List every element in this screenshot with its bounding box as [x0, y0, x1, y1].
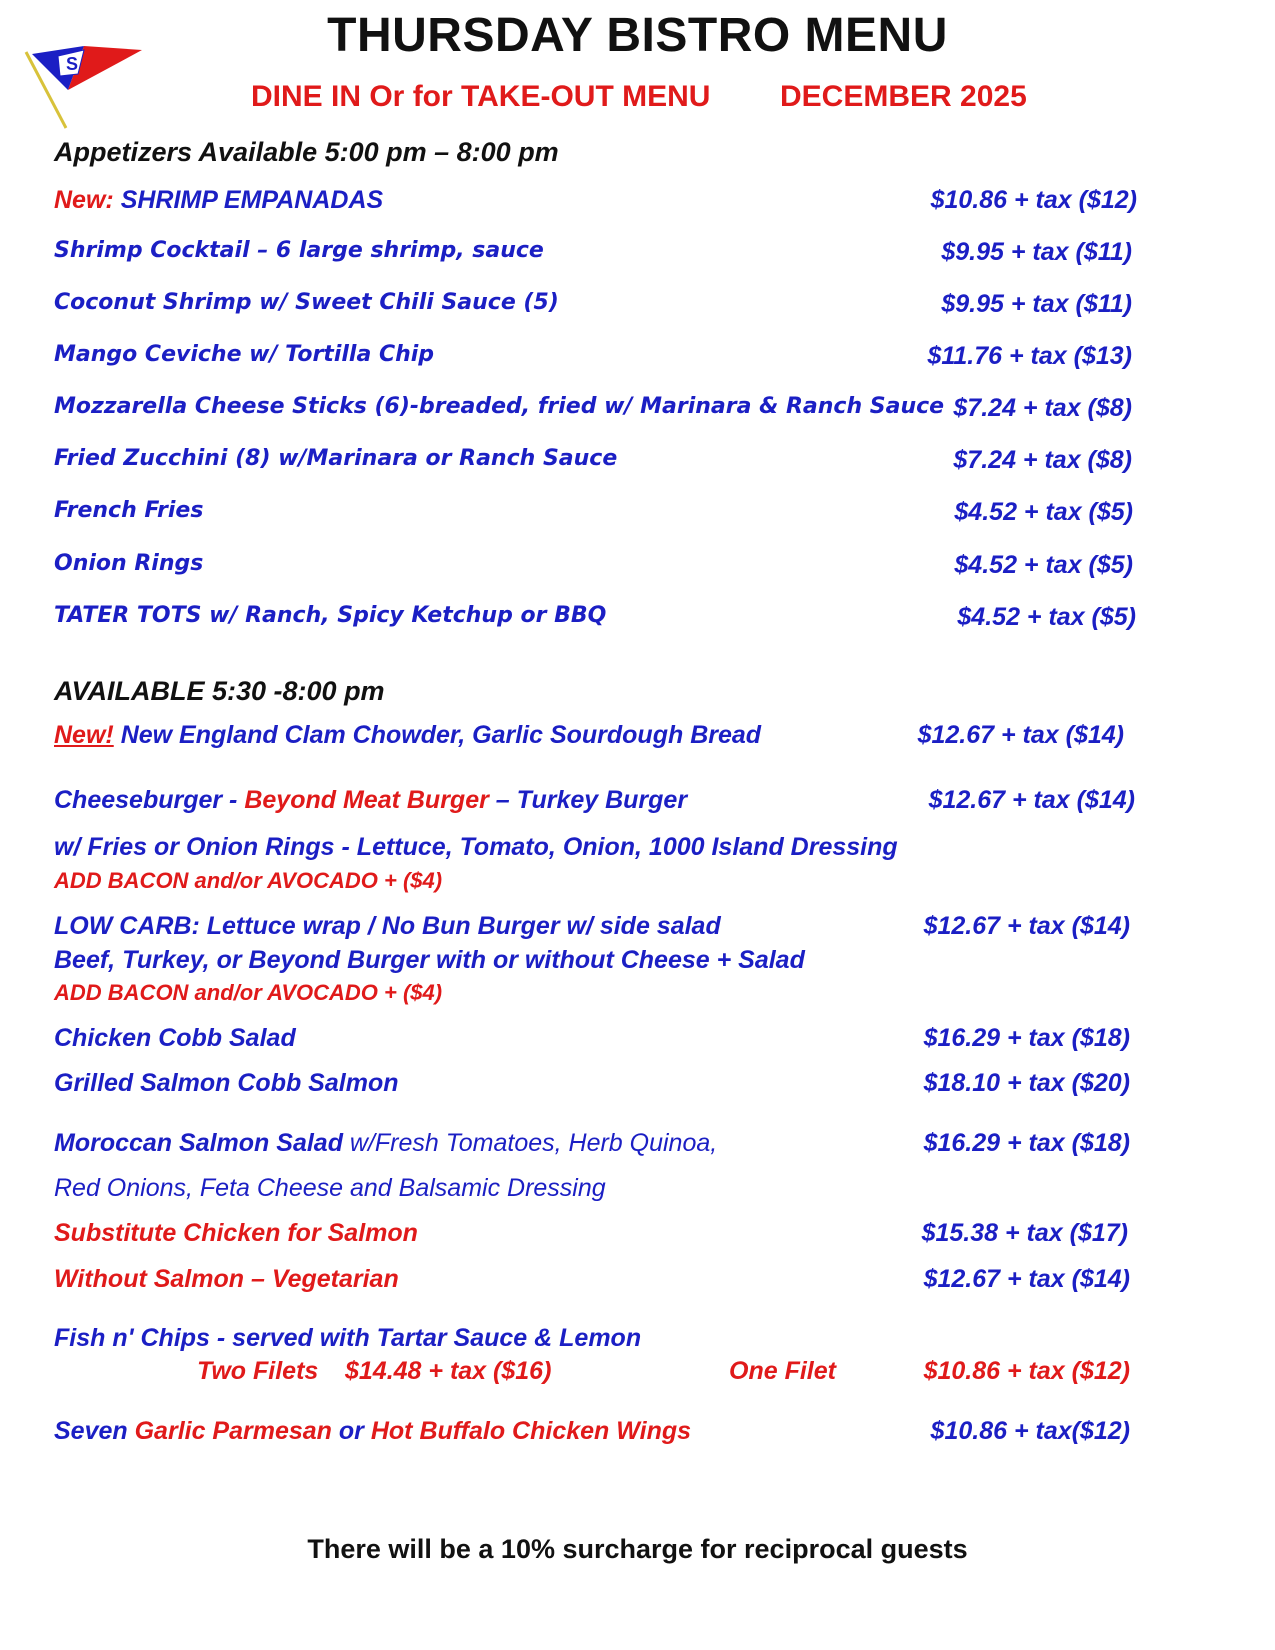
salmon-cobb-name: Grilled Salmon Cobb Salmon: [54, 1069, 399, 1097]
burger-price: $12.67 + tax ($14): [928, 786, 1135, 814]
appetizer-name: Shrimp Cocktail – 6 large shrimp, sauce: [54, 238, 544, 263]
logo-letter: S: [66, 54, 79, 74]
garlic-parmesan-text: Garlic Parmesan: [134, 1417, 332, 1445]
vegetarian-price: $12.67 + tax ($14): [923, 1265, 1130, 1293]
moroccan-description: w/Fresh Tomatoes, Herb Quinoa,: [342, 1129, 718, 1157]
moroccan-name: Moroccan Salmon Salad: [54, 1129, 343, 1157]
wings-price: $10.86 + tax($12): [930, 1417, 1130, 1445]
subtitle-service: DINE IN Or for TAKE-OUT MENU: [251, 80, 711, 113]
appetizer-price: $4.52 + tax ($5): [954, 551, 1133, 579]
chicken-cobb-price: $16.29 + tax ($18): [923, 1024, 1130, 1052]
low-carb-title: LOW CARB: Lettuce wrap / No Bun Burger w/ side salad: [54, 912, 721, 940]
substitute-name: Substitute Chicken for Salmon: [54, 1219, 418, 1247]
burger-item: [54, 786, 687, 815]
appetizer-name: Fried Zucchini (8) w/Marinara or Ranch Sauce: [54, 446, 618, 471]
two-filets-label: Two Filets: [197, 1357, 319, 1385]
chowder-price: $12.67 + tax ($14): [917, 721, 1124, 749]
appetizer-price: $9.95 + tax ($11): [941, 238, 1132, 266]
appetizer-name: TATER TOTS w/ Ranch, Spicy Ketchup or BBQ: [54, 603, 607, 628]
menu-title: THURSDAY BISTRO MENU: [327, 9, 948, 62]
featured-appetizer: [54, 186, 383, 215]
appetizer-name: French Fries: [54, 498, 204, 523]
new-tag: New:: [54, 186, 114, 214]
fish-chips-name: Fish n' Chips - served with Tartar Sauce & Lemon: [54, 1324, 642, 1352]
burger-addon: ADD BACON and/or AVOCADO + ($4): [54, 868, 443, 893]
appetizer-price: $7.24 + tax ($8): [953, 446, 1132, 474]
new-tag: New!: [54, 721, 114, 749]
mains-heading: AVAILABLE 5:30 -8:00 pm: [54, 676, 385, 706]
appetizer-price: $7.24 + tax ($8): [953, 394, 1132, 422]
appetizer-price: $4.52 + tax ($5): [954, 498, 1133, 526]
burger-description: w/ Fries or Onion Rings - Lettuce, Tomato, Onion, 1000 Island Dressing: [54, 833, 898, 861]
moroccan-description-2: Red Onions, Feta Cheese and Balsamic Dressing: [54, 1174, 606, 1202]
appetizer-name: Onion Rings: [54, 551, 204, 576]
appetizer-name: Mango Ceviche w/ Tortilla Chip: [54, 342, 435, 367]
low-carb-description: Beef, Turkey, or Beyond Burger with or without Cheese + Salad: [54, 946, 805, 974]
appetizer-price: $9.95 + tax ($11): [941, 290, 1132, 318]
chicken-cobb-name: Chicken Cobb Salad: [54, 1024, 296, 1052]
surcharge-note: There will be a 10% surcharge for reciprocal guests: [307, 1534, 968, 1564]
subtitle-month: DECEMBER 2025: [780, 80, 1027, 113]
wings-or-text: or: [331, 1417, 371, 1445]
appetizer-price: $11.76 + tax ($13): [927, 342, 1132, 370]
wings-text: Seven: [54, 1417, 135, 1445]
beyond-burger-text: Beyond Meat Burger: [244, 786, 489, 814]
substitute-price: $15.38 + tax ($17): [921, 1219, 1128, 1247]
wings-item: [54, 1417, 691, 1446]
featured-name: SHRIMP EMPANADAS: [120, 186, 384, 214]
chowder-name: New England Clam Chowder, Garlic Sourdough Bread: [120, 721, 762, 749]
appetizers-heading: Appetizers Available 5:00 pm – 8:00 pm: [54, 137, 559, 167]
featured-price: $10.86 + tax ($12): [930, 186, 1137, 214]
moroccan-salad: [54, 1129, 717, 1158]
chowder-item: [54, 721, 761, 750]
low-carb-price: $12.67 + tax ($14): [923, 912, 1130, 940]
salmon-cobb-price: $18.10 + tax ($20): [923, 1069, 1130, 1097]
turkey-burger-text: – Turkey Burger: [488, 786, 688, 814]
two-filets-price: $14.48 + tax ($16): [345, 1357, 552, 1385]
low-carb-addon: ADD BACON and/or AVOCADO + ($4): [54, 980, 443, 1005]
one-filet-price: $10.86 + tax ($12): [923, 1357, 1130, 1385]
one-filet-label: One Filet: [729, 1357, 836, 1385]
appetizer-name: Mozzarella Cheese Sticks (6)-breaded, fried w/ Marinara & Ranch Sauce: [54, 394, 945, 419]
appetizer-price: $4.52 + tax ($5): [957, 603, 1136, 631]
vegetarian-name: Without Salmon – Vegetarian: [54, 1265, 399, 1293]
burger-text: Cheeseburger -: [54, 786, 245, 814]
moroccan-price: $16.29 + tax ($18): [923, 1129, 1130, 1157]
appetizer-name: Coconut Shrimp w/ Sweet Chili Sauce (5): [54, 290, 559, 315]
buffalo-wings-text: Hot Buffalo Chicken Wings: [370, 1417, 692, 1445]
